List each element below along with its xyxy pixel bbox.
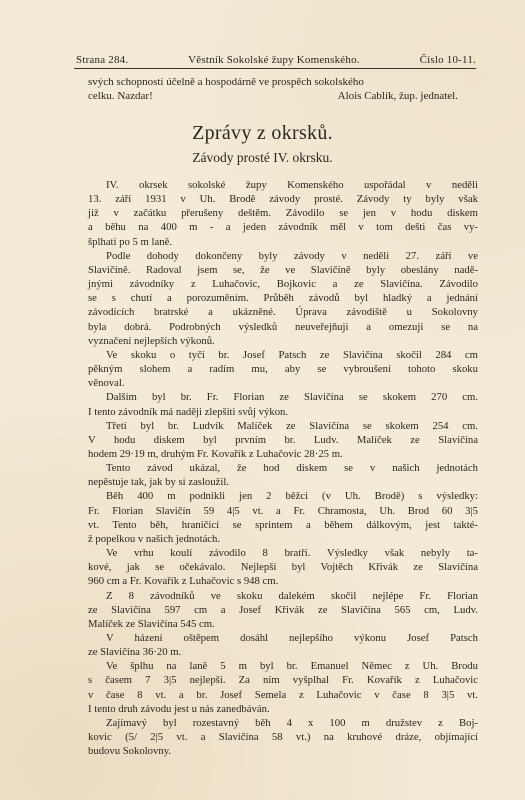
text-line: Malíček ze Slavičína 545 cm. xyxy=(88,617,215,630)
header-rule xyxy=(74,68,476,69)
text-line: Zajímavý byl rozestavný běh 4 x 100 m družstev z Boj- xyxy=(106,716,478,729)
closing-greeting: celku. Nazdar! xyxy=(88,89,153,102)
text-line: 13. září 1931 v Uh. Brodě závody prosté. Závody ty byly však xyxy=(88,193,478,206)
text-line: kové, jak se očekávalo. Nejlepší byl Vojtěch Křivák ze Slavičína xyxy=(88,561,478,574)
paragraph xyxy=(88,348,478,390)
journal-title: Věstník Sokolské župy Komenského. xyxy=(188,54,360,66)
text-line: I tento druh závodu jest u nás zanedbáván. xyxy=(88,702,270,715)
text-line: ž popelkou v našich jednotách. xyxy=(88,532,221,545)
text-line: Podle dohody dokončeny byly závody v neděli 27. září ve xyxy=(106,249,478,262)
text-line: Ve vrhu koulí závodilo 8 bratří. Výsledky však nebyly ta- xyxy=(106,547,478,560)
running-header xyxy=(76,54,476,66)
text-line: I tento závodník má naději zlepšiti svůj výkon. xyxy=(88,405,289,418)
text-line: a běhu na 400 m - a jeden závodník měl v tom dešti čas vy- xyxy=(88,221,478,234)
page-number: Strana 284. xyxy=(76,54,129,66)
text-line: ze Slavičína 36·20 m. xyxy=(88,646,182,659)
text-line: IV. okrsek sokolské župy Komenského uspořádal v neděli xyxy=(106,179,478,191)
issue-number: Číslo 10-11. xyxy=(419,54,476,66)
text-line: vyznačení nejlepších výkonů. xyxy=(88,334,215,347)
text-line: Tento závod ukázal, že hod diskem se v našich jednotách xyxy=(106,462,478,475)
paragraph xyxy=(88,489,478,546)
text-line: věnoval. xyxy=(88,377,125,390)
text-line: s časem 7 3|5 nejlepší. Za ním vyšplhal Fr. Kovařík z Luhačovic xyxy=(88,674,478,687)
text-line: Třetí byl br. Ludvík Malíček ze Slavičína se skokem 254 cm. xyxy=(106,419,478,432)
section-title: Zprávy z okrsků. xyxy=(192,122,333,144)
text-line: budovu Sokolovny. xyxy=(88,745,172,758)
paragraph xyxy=(88,659,478,716)
text-line: vt. Tento běh, hraničící se sprintem a během dálkovým, jest takté- xyxy=(88,518,478,531)
text-line: Slavičíně. Radoval jsem se, že ve Slavičíně byly obeslány nadě- xyxy=(88,263,478,276)
article-title: Závody prosté IV. okrsku. xyxy=(192,150,333,165)
signature: Alois Cablík, žup. jednatel. xyxy=(337,89,458,102)
text-line: V hodu diskem byl prvním br. Ludv. Malíček ze Slavičína xyxy=(88,433,478,446)
text-line: Z 8 závodníků ve skoku dalekém skočil nejlépe Fr. Florian xyxy=(106,589,478,602)
text-line: 960 cm a Fr. Kovařík z Luhačovic s 948 cm. xyxy=(88,575,279,588)
closing-row xyxy=(88,90,476,104)
text-line: byla dobrá. Podrobných výsledků neuveřejňuji a omezuji se na xyxy=(88,320,478,333)
text-line: Fr. Florian Slavičín 59 4|5 vt. a Fr. Chramosta, Uh. Brod 60 3|5 xyxy=(88,504,478,517)
text-line: Ve šplhu na laně 5 m byl br. Emanuel Němec z Uh. Brodu xyxy=(106,660,478,673)
paragraph xyxy=(88,249,478,348)
text-line: šplhati po 5 m laně. xyxy=(88,235,173,248)
text-line: závodících bratrské a ukázněné. Úprava závodiště u Sokolovny xyxy=(88,306,478,319)
continued-text xyxy=(88,76,476,103)
paragraph xyxy=(88,178,478,249)
text-line: hodem 29·19 m, druhým Fr. Kovařík z Luhačovic 28·25 m. xyxy=(88,447,343,460)
text-line: ze Slavičína 597 cm a Josef Křivák ze Slavičína 565 cm, Ludv. xyxy=(88,603,478,616)
paragraph xyxy=(88,419,478,461)
text-line: kovic (5/ 2|5 vt. a Slavičína 58 vt.) na kruhové dráze, objímající xyxy=(88,731,478,744)
text-line: jnými závodníky z Luhačovic, Bojkovic a ze Slavičína. Závodilo xyxy=(88,278,478,291)
paragraph xyxy=(88,390,478,418)
article-body xyxy=(88,178,478,758)
text-line: Ve skoku o tyči br. Josef Patsch ze Slavičína skočil 284 cm xyxy=(106,348,478,361)
continued-line: svých schopností účelně a hospodárně ve prospěch sokolského xyxy=(88,76,364,88)
paragraph xyxy=(88,546,478,588)
text-line: již v začátku přerušeny deštěm. Závodilo se jen v hodu diskem xyxy=(88,207,478,220)
text-line: nepěstuje tak, jak by si zasloužil. xyxy=(88,476,229,489)
text-line: se s chutí a porozuměním. Průběh závodů byl hladký a jednání xyxy=(88,292,478,305)
text-line: Běh 400 m podnikli jen 2 běžci (v Uh. Brodě) s výsledky: xyxy=(106,490,478,503)
paragraph xyxy=(88,589,478,631)
text-line: Dalším byl br. Fr. Florian ze Slavičína se skokem 270 cm. xyxy=(106,391,478,404)
text-line: pěkným slohem a radím mu, aby se vybroušení tohoto skoku xyxy=(88,363,478,376)
paragraph xyxy=(88,461,478,489)
text-line: v čase 8 vt. a br. Josef Semela z Luhačovic v čase 8 3|5 vt. xyxy=(88,688,478,701)
paragraph xyxy=(88,631,478,659)
text-line: V házení oštěpem dosáhl nejlepšího výkonu Josef Patsch xyxy=(106,632,478,644)
paragraph xyxy=(88,716,478,758)
